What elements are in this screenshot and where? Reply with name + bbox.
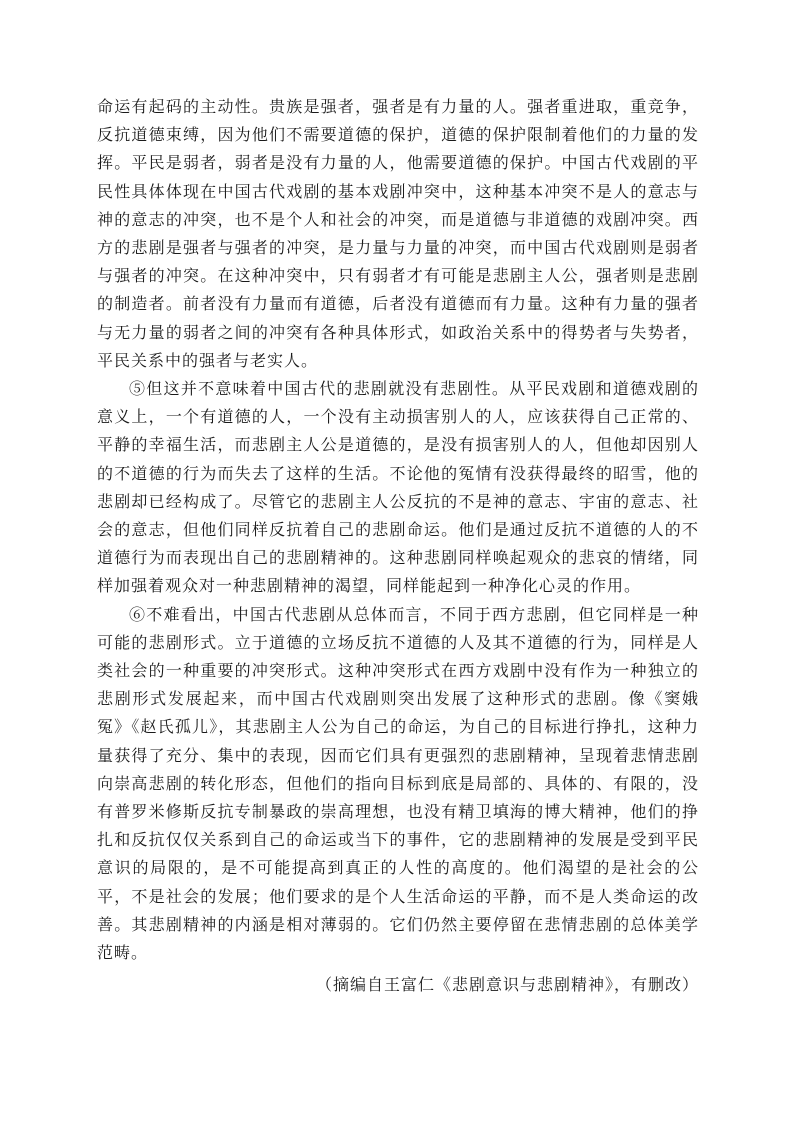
paragraph-5: ⑤但这并不意味着中国古代的悲剧就没有悲剧性。从平民戏剧和道德戏剧的意义上，一个有道德的人，一个没有主动损害别人的人，应该获得自己正常的、平静的幸福生活，而悲剧主人公是道德的，是没有损害别人的人，但他却因别人的不道德的行为而失去了这样的生活。不论他的冤情有没获得最终的昭雪，他的悲剧却已经构成了。尽管它的悲剧主人公反抗的不是神的意志、宇宙的意志、社会的意志，但他们同样反抗着自己的悲剧命运。他们是通过反抗不道德的人的不道德行为而表现出自己的悲剧精神的。这种悲剧同样唤起观众的悲哀的情绪，同样加强着观众对一种悲剧精神的渴望，同样能起到一种净化心灵的作用。 (97, 379, 699, 596)
paragraph-4-continued: 命运有起码的主动性。贵族是强者，强者是有力量的人。强者重进取，重竞争，反抗道德束缚，因为他们不需要道德的保护，道德的保护限制着他们的力量的发挥。平民是弱者，弱者是没有力量的人，他需要道德的保护。中国古代戏剧的平民性具体体现在中国古代戏剧的基本戏剧冲突中，这种基本冲突不是人的意志与神的意志的冲突，也不是个人和社会的冲突，而是道德与非道德的戏剧冲突。西方的悲剧是强者与强者的冲突，是力量与力量的冲突，而中国古代戏剧则是弱者与强者的冲突。在这种冲突中，只有弱者才有可能是悲剧主人公，强者则是悲剧的制造者。前者没有力量而有道德，后者没有道德而有力量。这种有力量的强者与无力量的弱者之间的冲突有各种具体形式，如政治关系中的得势者与失势者，平民关系中的强者与老实人。 (97, 97, 699, 370)
source-citation: （摘编自王富仁《悲剧意识与悲剧精神》，有删改） (315, 975, 699, 995)
article-body (97, 93, 699, 1000)
paragraph-6: ⑥不难看出，中国古代悲剧从总体而言，不同于西方悲剧，但它同样是一种可能的悲剧形式。立于道德的立场反抗不道德的人及其不道德的行为，同样是人类社会的一种重要的冲突形式。这种冲突形式在西方戏剧中没有作为一种独立的悲剧形式发展起来，而中国古代戏剧则突出发展了这种形式的悲剧。像《窦娥冤》《赵氏孤儿》，其悲剧主人公为自己的命运，为自己的目标进行挣扎，这种力量获得了充分、集中的表现，因而它们具有更强烈的悲剧精神，呈现着悲情悲剧向崇高悲剧的转化形态，但他们的指向目标到底是局部的、具体的、有限的，没有普罗米修斯反抗专制暴政的崇高理想，也没有精卫填海的博大精神，他们的挣扎和反抗仅仅关系到自己的命运或当下的事件，它的悲剧精神的发展是受到平民意识的局限的，是不可能提高到真正的人性的高度的。他们渴望的是社会的公平，不是社会的发展；他们要求的是个人生活命运的平静，而不是人类命运的改善。其悲剧精神的内涵是相对薄弱的。它们仍然主要停留在悲情悲剧的总体美学范畴。 (97, 604, 699, 963)
